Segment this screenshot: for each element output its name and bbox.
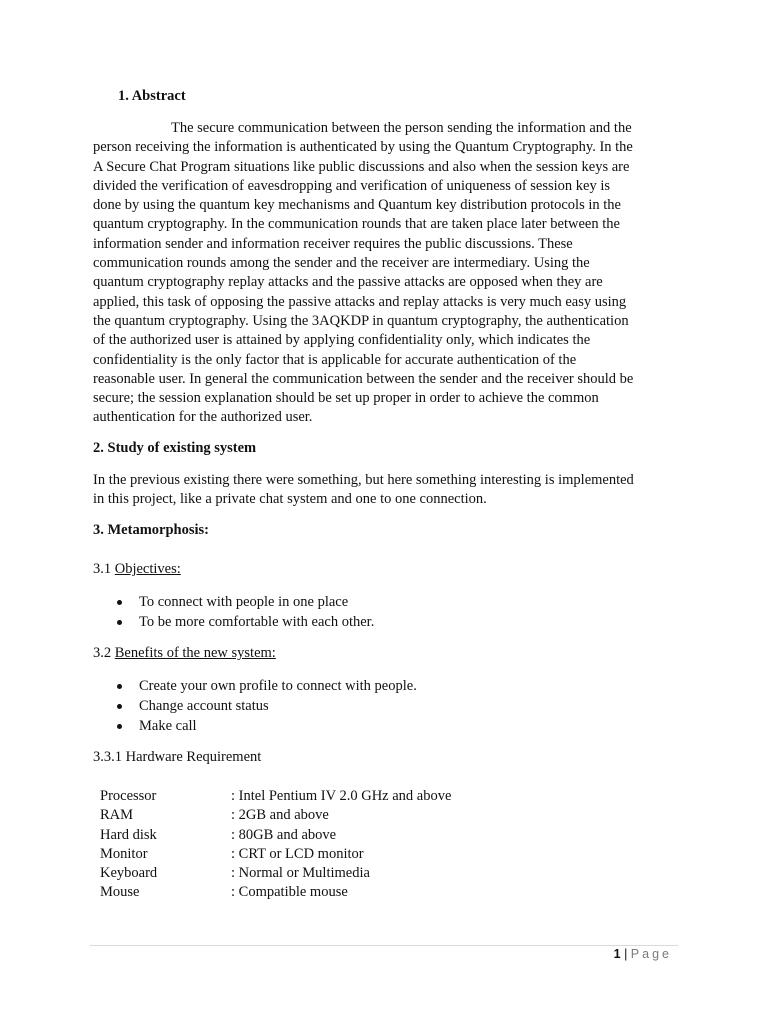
objectives-title: Objectives: [114,561,181,577]
list-item-text: To be more comfortable with each other. [139,614,375,630]
page-label: Page [630,947,672,961]
existing-line: In the previous existing there were something, but here something interesting is implemented [93,472,634,488]
abstract-paragraph [93,119,683,428]
abstract-line: confidentiality is the only factor that is applicable for accurate authentication of the [93,351,577,368]
benefits-title: Benefits of the new system: [114,645,276,661]
hardware-value: : CRT or LCD monitor [231,845,364,862]
benefits-number: 3.2 [93,645,115,661]
abstract-line: A Secure Chat Program situations like public discussions and also when the session keys are [93,158,630,175]
list-item [93,676,417,696]
bullet-icon [117,724,122,729]
hardware-value: : Normal or Multimedia [231,865,370,882]
hardware-label: Mouse [100,884,140,901]
footer-separator: | [620,947,631,961]
hardware-value: : Compatible mouse [231,884,348,901]
benefits-heading [93,645,276,662]
list-item-text: Create your own profile to connect with people. [139,678,417,694]
table-row [100,826,451,845]
hardware-table [100,787,451,903]
hardware-label: Hard disk [100,826,157,843]
abstract-line: applied, this task of opposing the passive attacks and replay attacks is very much easy using [93,293,627,310]
abstract-line: The secure communication between the person sending the information and the [171,120,632,136]
list-item [93,696,417,716]
hardware-label: RAM [100,807,134,824]
footer-divider [90,945,678,946]
hardware-value: : 80GB and above [231,826,337,843]
abstract-line: person receiving the information is authenticated by using the Quantum Cryptography. In the [93,139,633,156]
abstract-line: information sender and information receiver requires the public discussions. These [93,235,573,252]
list-item [93,612,374,632]
abstract-line: done by using the quantum key mechanisms and Quantum key distribution protocols in the [93,197,621,214]
list-item-text: Change account status [139,698,269,714]
abstract-line: authentication for the authorized user. [93,409,313,426]
objectives-heading [93,561,181,578]
table-row [100,806,451,825]
hardware-value: : Intel Pentium IV 2.0 GHz and above [231,788,452,804]
abstract-line: divided the verification of eavesdropping and verification of uniqueness of session key is [93,177,611,194]
bullet-icon [117,704,122,709]
page-number: 1 [613,947,621,961]
metamorphosis-heading: 3. Metamorphosis: [93,522,209,538]
benefits-list [93,676,417,736]
hardware-label: Keyboard [100,865,158,882]
table-row [100,864,451,883]
abstract-line: communication rounds among the sender and the receiver are intermediary. Using the [93,255,590,272]
list-item-text: Make call [139,718,197,734]
abstract-line: quantum cryptography. In the communication rounds that are taken place later between the [93,216,620,233]
abstract-line: secure; the session explanation should be set up proper in order to achieve the common [93,390,599,407]
hardware-value: : 2GB and above [231,807,329,824]
objectives-list [93,592,374,632]
bullet-icon [117,620,122,625]
abstract-line: the quantum cryptography. Using the 3AQKDP in quantum cryptography, the authentication [93,312,629,329]
list-item [93,592,374,612]
hardware-label: Processor [100,788,157,804]
list-item [93,716,417,736]
abstract-line: of the authorized user is attained by applying confidentiality only, which indicates the [93,332,591,349]
existing-system-paragraph [93,471,683,510]
page-footer [614,947,672,961]
abstract-line: quantum cryptography replay attacks and the passive attacks are opposed when they are [93,274,603,291]
objectives-number: 3.1 [93,561,115,577]
table-row [100,845,451,864]
abstract-line: reasonable user. In general the communication between the sender and the receiver should be [93,370,634,387]
existing-system-heading: 2. Study of existing system [93,440,257,456]
bullet-icon [117,684,122,689]
hardware-heading: 3.3.1 Hardware Requirement [93,749,262,765]
list-item-text: To connect with people in one place [139,594,349,610]
bullet-icon [117,600,122,605]
abstract-heading: 1. Abstract [118,88,186,104]
table-row [100,883,451,902]
existing-line: in this project, like a private chat system and one to one connection. [93,491,487,508]
hardware-label: Monitor [100,845,148,862]
table-row [100,787,451,806]
